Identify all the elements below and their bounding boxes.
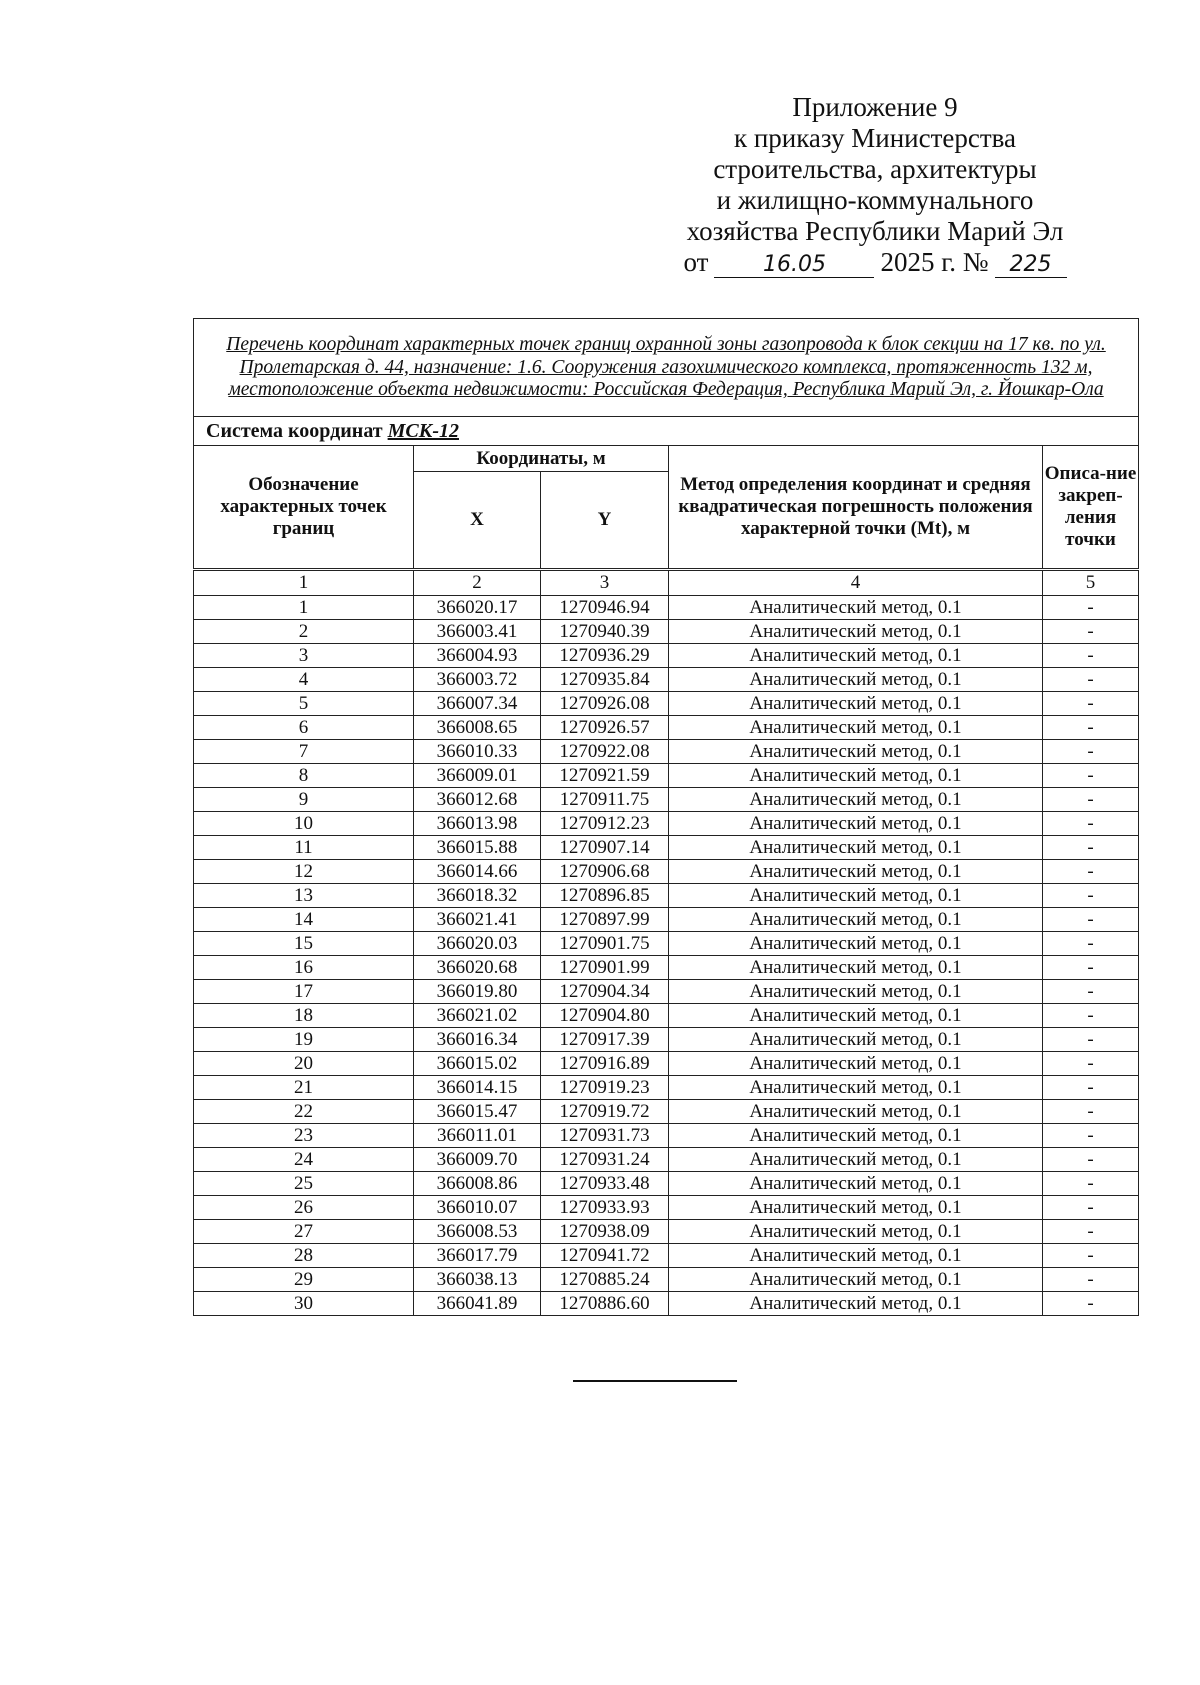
description: - — [1043, 1220, 1139, 1244]
table-row — [194, 1004, 1139, 1028]
coord-x: 366014.66 — [414, 860, 541, 884]
coord-y: 1270919.23 — [541, 1076, 669, 1100]
table-row — [194, 644, 1139, 668]
coord-x: 366003.41 — [414, 620, 541, 644]
point-number: 19 — [194, 1028, 414, 1052]
coord-y: 1270941.72 — [541, 1244, 669, 1268]
coord-y: 1270919.72 — [541, 1100, 669, 1124]
description: - — [1043, 788, 1139, 812]
coord-y: 1270897.99 — [541, 908, 669, 932]
coordinates-table — [193, 318, 1139, 1316]
method: Аналитический метод, 0.1 — [669, 1196, 1043, 1220]
column-number: 4 — [669, 570, 1043, 596]
method: Аналитический метод, 0.1 — [669, 1172, 1043, 1196]
method: Аналитический метод, 0.1 — [669, 956, 1043, 980]
method: Аналитический метод, 0.1 — [669, 692, 1043, 716]
description: - — [1043, 1172, 1139, 1196]
header-y: Y — [541, 472, 669, 570]
point-number: 24 — [194, 1148, 414, 1172]
method: Аналитический метод, 0.1 — [669, 1148, 1043, 1172]
header-method: Метод определения координат и средняя квадратическая погрешность положения характерной точки (Mt), м — [669, 446, 1043, 570]
table-row — [194, 1220, 1139, 1244]
method: Аналитический метод, 0.1 — [669, 860, 1043, 884]
point-number: 29 — [194, 1268, 414, 1292]
point-number: 16 — [194, 956, 414, 980]
coord-y: 1270922.08 — [541, 740, 669, 764]
point-number: 7 — [194, 740, 414, 764]
description: - — [1043, 1004, 1139, 1028]
point-number: 18 — [194, 1004, 414, 1028]
method: Аналитический метод, 0.1 — [669, 788, 1043, 812]
coord-x: 366018.32 — [414, 884, 541, 908]
table-row — [194, 1268, 1139, 1292]
point-number: 1 — [194, 596, 414, 620]
description: - — [1043, 1100, 1139, 1124]
method: Аналитический метод, 0.1 — [669, 1268, 1043, 1292]
description: - — [1043, 956, 1139, 980]
coord-x: 366014.15 — [414, 1076, 541, 1100]
coord-y: 1270921.59 — [541, 764, 669, 788]
method: Аналитический метод, 0.1 — [669, 1100, 1043, 1124]
document-header — [640, 92, 1110, 278]
coord-x: 366038.13 — [414, 1268, 541, 1292]
coord-y: 1270896.85 — [541, 884, 669, 908]
coord-y: 1270904.80 — [541, 1004, 669, 1028]
coord-x: 366008.86 — [414, 1172, 541, 1196]
method: Аналитический метод, 0.1 — [669, 1244, 1043, 1268]
coord-y: 1270912.23 — [541, 812, 669, 836]
table-row — [194, 716, 1139, 740]
point-number: 13 — [194, 884, 414, 908]
method: Аналитический метод, 0.1 — [669, 596, 1043, 620]
method: Аналитический метод, 0.1 — [669, 980, 1043, 1004]
column-number: 5 — [1043, 570, 1139, 596]
coord-x: 366021.41 — [414, 908, 541, 932]
coord-y: 1270938.09 — [541, 1220, 669, 1244]
coord-y: 1270917.39 — [541, 1028, 669, 1052]
table-row — [194, 884, 1139, 908]
coord-x: 366041.89 — [414, 1292, 541, 1316]
coord-x: 366012.68 — [414, 788, 541, 812]
method: Аналитический метод, 0.1 — [669, 884, 1043, 908]
coord-y: 1270933.93 — [541, 1196, 669, 1220]
coord-x: 366007.34 — [414, 692, 541, 716]
point-number: 6 — [194, 716, 414, 740]
method: Аналитический метод, 0.1 — [669, 1292, 1043, 1316]
coord-x: 366008.65 — [414, 716, 541, 740]
description: - — [1043, 620, 1139, 644]
point-number: 22 — [194, 1100, 414, 1124]
date-prefix: от — [683, 247, 709, 277]
coordinate-system-value: МСК-12 — [387, 419, 459, 442]
description: - — [1043, 836, 1139, 860]
table-title: Перечень координат характерных точек границ охранной зоны газопровода к блок секции на 17 кв. по ул. Пролетарская д. 44, назначение: 1.6. Сооружения газохимического комплекса, протяженность 132 м, местоположение объекта недвижимости: Российская Федерация, Республика Марий Эл, г. Йошкар-Ола — [194, 319, 1139, 417]
coord-x: 366010.07 — [414, 1196, 541, 1220]
end-separator-line — [573, 1380, 737, 1382]
header-x: X — [414, 472, 541, 570]
coord-y: 1270936.29 — [541, 644, 669, 668]
header-line-ministry-3: хозяйства Республики Марий Эл — [686, 216, 1064, 246]
coord-y: 1270885.24 — [541, 1268, 669, 1292]
table-row — [194, 1124, 1139, 1148]
coord-x: 366004.93 — [414, 644, 541, 668]
table-row — [194, 908, 1139, 932]
point-number: 21 — [194, 1076, 414, 1100]
table-row — [194, 1172, 1139, 1196]
description: - — [1043, 692, 1139, 716]
table-row — [194, 836, 1139, 860]
point-number: 28 — [194, 1244, 414, 1268]
table-row — [194, 1244, 1139, 1268]
table-row — [194, 1292, 1139, 1316]
coord-y: 1270901.99 — [541, 956, 669, 980]
header-line-ministry-1: строительства, архитектуры — [713, 154, 1037, 184]
description: - — [1043, 1292, 1139, 1316]
coord-y: 1270935.84 — [541, 668, 669, 692]
table-row — [194, 1076, 1139, 1100]
coord-y: 1270904.34 — [541, 980, 669, 1004]
header-date-line — [640, 247, 1110, 278]
table-row — [194, 860, 1139, 884]
coord-x: 366017.79 — [414, 1244, 541, 1268]
coord-y: 1270926.08 — [541, 692, 669, 716]
coord-x: 366021.02 — [414, 1004, 541, 1028]
coord-y: 1270907.14 — [541, 836, 669, 860]
coordinate-system — [194, 417, 1139, 446]
point-number: 23 — [194, 1124, 414, 1148]
description: - — [1043, 980, 1139, 1004]
table-row — [194, 740, 1139, 764]
point-number: 3 — [194, 644, 414, 668]
point-number: 14 — [194, 908, 414, 932]
column-number: 2 — [414, 570, 541, 596]
method: Аналитический метод, 0.1 — [669, 644, 1043, 668]
year-number-label: 2025 г. № — [880, 247, 989, 277]
description: - — [1043, 1052, 1139, 1076]
coord-x: 366016.34 — [414, 1028, 541, 1052]
method: Аналитический метод, 0.1 — [669, 812, 1043, 836]
point-number: 30 — [194, 1292, 414, 1316]
table-row — [194, 692, 1139, 716]
description: - — [1043, 884, 1139, 908]
coord-x: 366015.88 — [414, 836, 541, 860]
description: - — [1043, 1196, 1139, 1220]
description: - — [1043, 668, 1139, 692]
table-row — [194, 956, 1139, 980]
column-number: 1 — [194, 570, 414, 596]
header-coordinates: Координаты, м — [414, 446, 669, 472]
coord-x: 366020.17 — [414, 596, 541, 620]
point-number: 4 — [194, 668, 414, 692]
description: - — [1043, 1268, 1139, 1292]
point-number: 11 — [194, 836, 414, 860]
table-row — [194, 812, 1139, 836]
description: - — [1043, 860, 1139, 884]
coord-x: 366020.03 — [414, 932, 541, 956]
table-row — [194, 932, 1139, 956]
header-line-order: к приказу Министерства — [733, 123, 1017, 153]
table-row — [194, 1100, 1139, 1124]
coord-x: 366015.47 — [414, 1100, 541, 1124]
coord-y: 1270886.60 — [541, 1292, 669, 1316]
table-row — [194, 1028, 1139, 1052]
coordinate-system-label: Система координат — [206, 419, 383, 442]
coord-y: 1270916.89 — [541, 1052, 669, 1076]
description: - — [1043, 932, 1139, 956]
point-number: 5 — [194, 692, 414, 716]
header-description: Описа-ние закреп-ления точки — [1043, 446, 1139, 570]
method: Аналитический метод, 0.1 — [669, 1028, 1043, 1052]
table-row — [194, 620, 1139, 644]
description: - — [1043, 908, 1139, 932]
table-row — [194, 1052, 1139, 1076]
coord-x: 366013.98 — [414, 812, 541, 836]
method: Аналитический метод, 0.1 — [669, 908, 1043, 932]
method: Аналитический метод, 0.1 — [669, 668, 1043, 692]
method: Аналитический метод, 0.1 — [669, 1076, 1043, 1100]
coord-y: 1270940.39 — [541, 620, 669, 644]
header-line-appendix: Приложение 9 — [792, 92, 958, 122]
coord-x: 366008.53 — [414, 1220, 541, 1244]
coord-x: 366009.01 — [414, 764, 541, 788]
header-line-ministry-2: и жилищно-коммунального — [716, 185, 1034, 215]
table-row — [194, 1148, 1139, 1172]
method: Аналитический метод, 0.1 — [669, 932, 1043, 956]
coord-x: 366003.72 — [414, 668, 541, 692]
column-number: 3 — [541, 570, 669, 596]
description: - — [1043, 1028, 1139, 1052]
point-number: 27 — [194, 1220, 414, 1244]
description: - — [1043, 1244, 1139, 1268]
coord-y: 1270933.48 — [541, 1172, 669, 1196]
coord-y: 1270906.68 — [541, 860, 669, 884]
point-number: 17 — [194, 980, 414, 1004]
point-number: 8 — [194, 764, 414, 788]
point-number: 25 — [194, 1172, 414, 1196]
description: - — [1043, 812, 1139, 836]
table-row — [194, 596, 1139, 620]
description: - — [1043, 1076, 1139, 1100]
handwritten-date: 16.05 — [714, 253, 874, 278]
description: - — [1043, 740, 1139, 764]
point-number: 10 — [194, 812, 414, 836]
method: Аналитический метод, 0.1 — [669, 1004, 1043, 1028]
coord-x: 366019.80 — [414, 980, 541, 1004]
handwritten-order-number: 225 — [995, 253, 1067, 278]
coord-y: 1270901.75 — [541, 932, 669, 956]
coord-x: 366015.02 — [414, 1052, 541, 1076]
coord-y: 1270931.24 — [541, 1148, 669, 1172]
method: Аналитический метод, 0.1 — [669, 740, 1043, 764]
header-point-designation: Обозначение характерных точек границ — [194, 446, 414, 570]
method: Аналитический метод, 0.1 — [669, 836, 1043, 860]
description: - — [1043, 1124, 1139, 1148]
description: - — [1043, 764, 1139, 788]
description: - — [1043, 716, 1139, 740]
description: - — [1043, 1148, 1139, 1172]
coord-x: 366010.33 — [414, 740, 541, 764]
point-number: 12 — [194, 860, 414, 884]
coord-y: 1270946.94 — [541, 596, 669, 620]
table-row — [194, 980, 1139, 1004]
method: Аналитический метод, 0.1 — [669, 1220, 1043, 1244]
method: Аналитический метод, 0.1 — [669, 1052, 1043, 1076]
coord-y: 1270911.75 — [541, 788, 669, 812]
coord-x: 366011.01 — [414, 1124, 541, 1148]
table-row — [194, 668, 1139, 692]
point-number: 2 — [194, 620, 414, 644]
table-row — [194, 764, 1139, 788]
coord-x: 366020.68 — [414, 956, 541, 980]
description: - — [1043, 596, 1139, 620]
coord-x: 366009.70 — [414, 1148, 541, 1172]
coord-y: 1270926.57 — [541, 716, 669, 740]
description: - — [1043, 644, 1139, 668]
table-body — [194, 596, 1139, 1316]
method: Аналитический метод, 0.1 — [669, 764, 1043, 788]
table-row — [194, 1196, 1139, 1220]
coord-y: 1270931.73 — [541, 1124, 669, 1148]
method: Аналитический метод, 0.1 — [669, 716, 1043, 740]
table-row — [194, 788, 1139, 812]
method: Аналитический метод, 0.1 — [669, 620, 1043, 644]
method: Аналитический метод, 0.1 — [669, 1124, 1043, 1148]
point-number: 9 — [194, 788, 414, 812]
point-number: 26 — [194, 1196, 414, 1220]
point-number: 15 — [194, 932, 414, 956]
point-number: 20 — [194, 1052, 414, 1076]
